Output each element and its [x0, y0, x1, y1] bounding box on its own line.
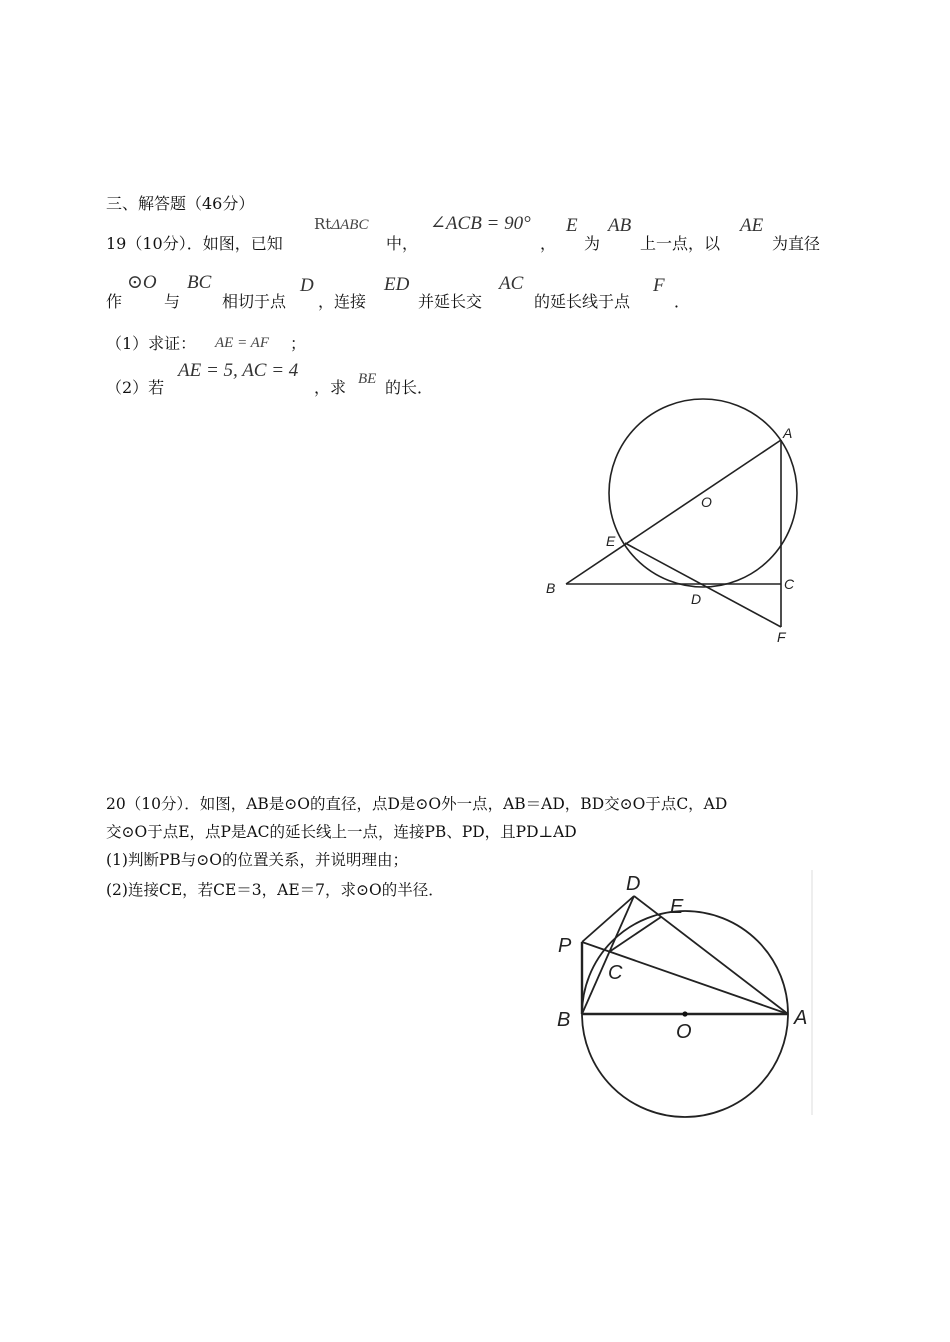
- q19-label-b: B: [546, 580, 556, 596]
- q19-rt-text: Rt: [314, 215, 332, 233]
- q19-connect-text: ，连接: [318, 292, 367, 311]
- q19-part1-label: （1）求证：: [106, 334, 197, 353]
- q19-math-d: D: [300, 275, 314, 296]
- q19-zhong: 中，: [386, 234, 419, 253]
- q20-label-e: E: [670, 896, 684, 918]
- q20-label-b: B: [557, 1009, 571, 1031]
- q19-part2-math: AE = 5, AC = 4: [178, 360, 299, 381]
- q19-extension-text: 的延长线于点: [534, 292, 631, 311]
- q19-segment-ba: [566, 440, 781, 584]
- q19-label-e: E: [606, 533, 616, 549]
- q19-label-f: F: [777, 629, 786, 645]
- q19-part2-end: 的长．: [385, 378, 434, 397]
- q19-part1-math: AE = AF: [215, 335, 270, 351]
- q20-label-d: D: [626, 873, 641, 895]
- q20-label-p: P: [558, 935, 572, 957]
- q19-label-o: O: [701, 494, 712, 510]
- q19-line1-start: 19（10分）．如图，已知: [106, 234, 283, 253]
- q20-segment-bd: [582, 896, 634, 1014]
- q19-label-d: D: [691, 591, 702, 607]
- q20-part1: (1)判断PB与⊙O的位置关系，并说明理由；: [106, 851, 408, 869]
- q19-math-be: BE: [358, 371, 377, 387]
- q19-math-ab: AB: [608, 215, 632, 236]
- q19-period: ．: [674, 292, 691, 311]
- q19-math-ed: ED: [384, 274, 410, 295]
- q19-label-a: A: [783, 425, 793, 441]
- q20-segment-pd: [582, 896, 634, 942]
- q19-wei: 为: [584, 234, 601, 253]
- q19-line1-mid: 上一点，以: [640, 234, 721, 253]
- q19-part2-mid: ，求: [314, 378, 347, 397]
- q19-zuo: 作: [106, 292, 123, 311]
- q20-label-c: C: [608, 962, 623, 984]
- q19-math-circle-o: ⊙O: [127, 272, 157, 293]
- section-title: 三、解答题（46分）: [106, 194, 255, 213]
- q19-part1-end: ；: [290, 334, 307, 353]
- q20-center-dot: [682, 1011, 687, 1016]
- q19-math-ae: AE: [740, 215, 764, 236]
- q19-tangent-text: 相切于点: [222, 292, 287, 311]
- q20-line2: 交⊙O于点E，点P是AC的延长线上一点，连接PB、PD，且PD⊥AD: [106, 823, 577, 841]
- q20-line1: 20（10分）．如图，AB是⊙O的直径，点D是⊙O外一点，AB＝AD，BD交⊙O于点C，AD: [106, 795, 728, 813]
- q19-math-ac: AC: [499, 273, 524, 294]
- q19-triangle-abc: ΔABC: [331, 217, 369, 233]
- q19-line1-end: 为直径: [772, 234, 821, 253]
- q20-label-a: A: [794, 1007, 808, 1029]
- q19-extend-text: 并延长交: [418, 292, 483, 311]
- q19-math-e: E: [566, 215, 578, 236]
- q19-segment-ef: [625, 543, 781, 627]
- q19-part2-label: （2）若: [106, 378, 165, 397]
- q19-angle-math: ∠ACB = 90°: [430, 213, 531, 234]
- q19-comma: ，: [540, 234, 557, 253]
- q20-label-o: O: [676, 1021, 692, 1043]
- q19-math-bc: BC: [187, 272, 212, 293]
- q19-yu: 与: [164, 292, 181, 311]
- q20-part2: (2)连接CE，若CE＝3，AE＝7，求⊙O的半径．: [106, 881, 444, 899]
- q19-label-c: C: [784, 576, 795, 592]
- q19-math-f: F: [653, 275, 665, 296]
